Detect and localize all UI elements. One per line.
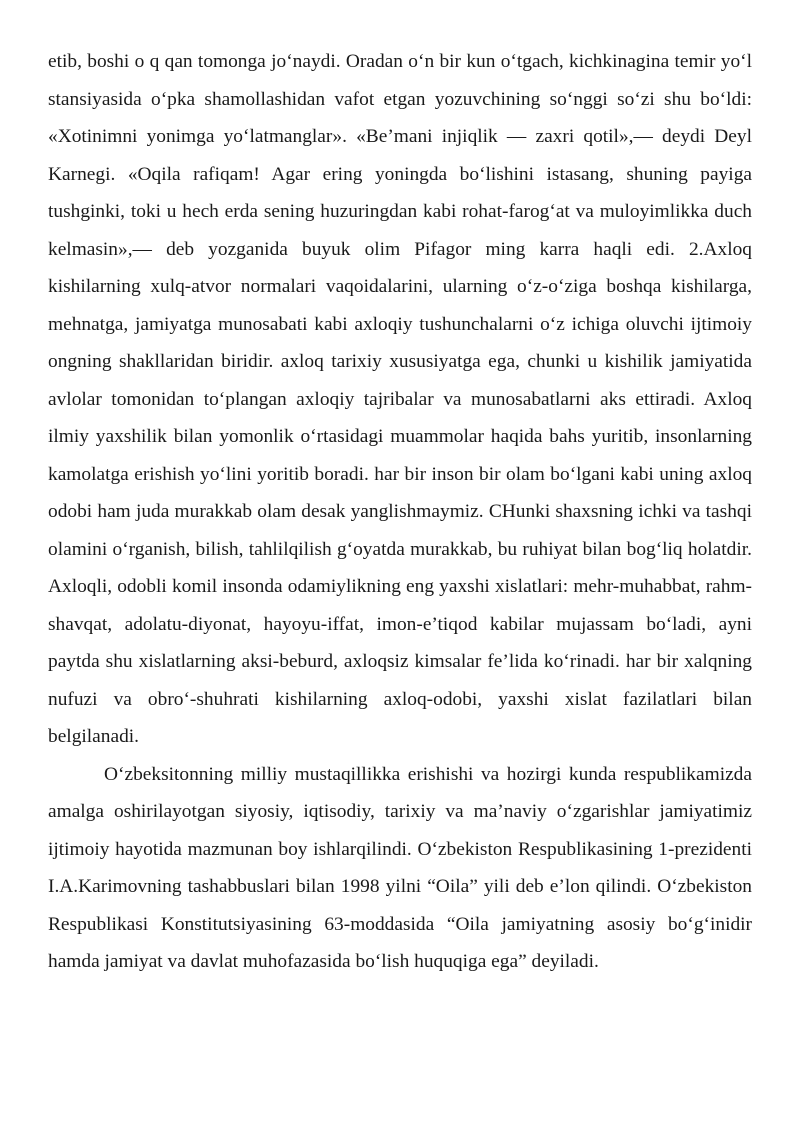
- paragraph-continuation: etib, boshi o q qan tomonga jo‘naydi. Oradan o‘n bir kun o‘tgach, kichkinagina temir yo‘l stansiyasida o‘pka shamollashidan vafot etgan yozuvchining so‘nggi so‘zi shu bo‘ldi: «Xotinimni yonimga yo‘latmanglar». «Be’mani injiqlik — zaxri qotil»,— deydi Deyl Karnegi. «Oqila rafiqam! Agar ering yoningda bo‘lishini istasang, shuning payiga tushginki, toki u hech erda sening huzuringdan kabi rohat-farog‘at va muloyimlikka duch kelmasin»,— deb yozganida buyuk olim Pifagor ming karra haqli edi. 2.Axloq kishilarning xulq-atvor normalari vaqoidalarini, ularning o‘z-o‘ziga boshqa kishilarga, mehnatga, jamiyatga munosabati kabi axloqiy tushunchalarni o‘z ichiga oluvchi ijtimoiy ongning shakllaridan biridir. axloq tarixiy xususiyatga ega, chunki u kishilik jamiyatida avlolar tomonidan to‘plangan axloqiy tajribalar va munosabatlarni aks ettiradi. Axloq ilmiy yaxshilik bilan yomonlik o‘rtasidagi muammolar haqida bahs yuritib, insonlarning kamolatga erishish yo‘lini yoritib boradi. har bir inson bir olam bo‘lgani kabi uning axloq odobi ham juda murakkab olam desak yanglishmaymiz. CHunki shaxsning ichki va tashqi olamini o‘rganish, bilish, tahlilqilish g‘oyatda murakkab, bu ruhiyat bilan bog‘liq holatdir. Axloqli, odobli komil insonda odamiylikning eng yaxshi xislatlari: mehr-muhabbat, rahm-shavqat, adolatu-diyonat, hayoyu-iffat, imon-e’tiqod kabilar mujassam bo‘ladi, ayni paytda shu xislatlarning aksi-beburd, axloqsiz kimsalar fe’lida ko‘rinadi. har bir xalqning nufuzi va obro‘-shuhrati kishilarning axloq-odobi, yaxshi xislat fazilatlari bilan belgilanadi.: [48, 51, 752, 747]
- paragraph-independence: O‘zbeksitonning milliy mustaqillikka erishishi va hozirgi kunda respublikamizda amalga oshirilayotgan siyosiy, iqtisodiy, tarixiy va ma’naviy o‘zgarishlar jamiyatimiz ijtimoiy hayotida mazmunan boy ishlarqilindi. O‘zbekiston Respublikasining 1-prezidenti I.A.Karimovning tashabbuslari bilan 1998 yilni “Oila” yili deb e’lon qilindi. O‘zbekiston Respublikasi Konstitutsiyasining 63-moddasida “Oila jamiyatning asosiy bo‘g‘inidir hamda jamiyat va davlat muhofazasida bo‘lish huquqiga ega” deyiladi.: [48, 763, 752, 972]
